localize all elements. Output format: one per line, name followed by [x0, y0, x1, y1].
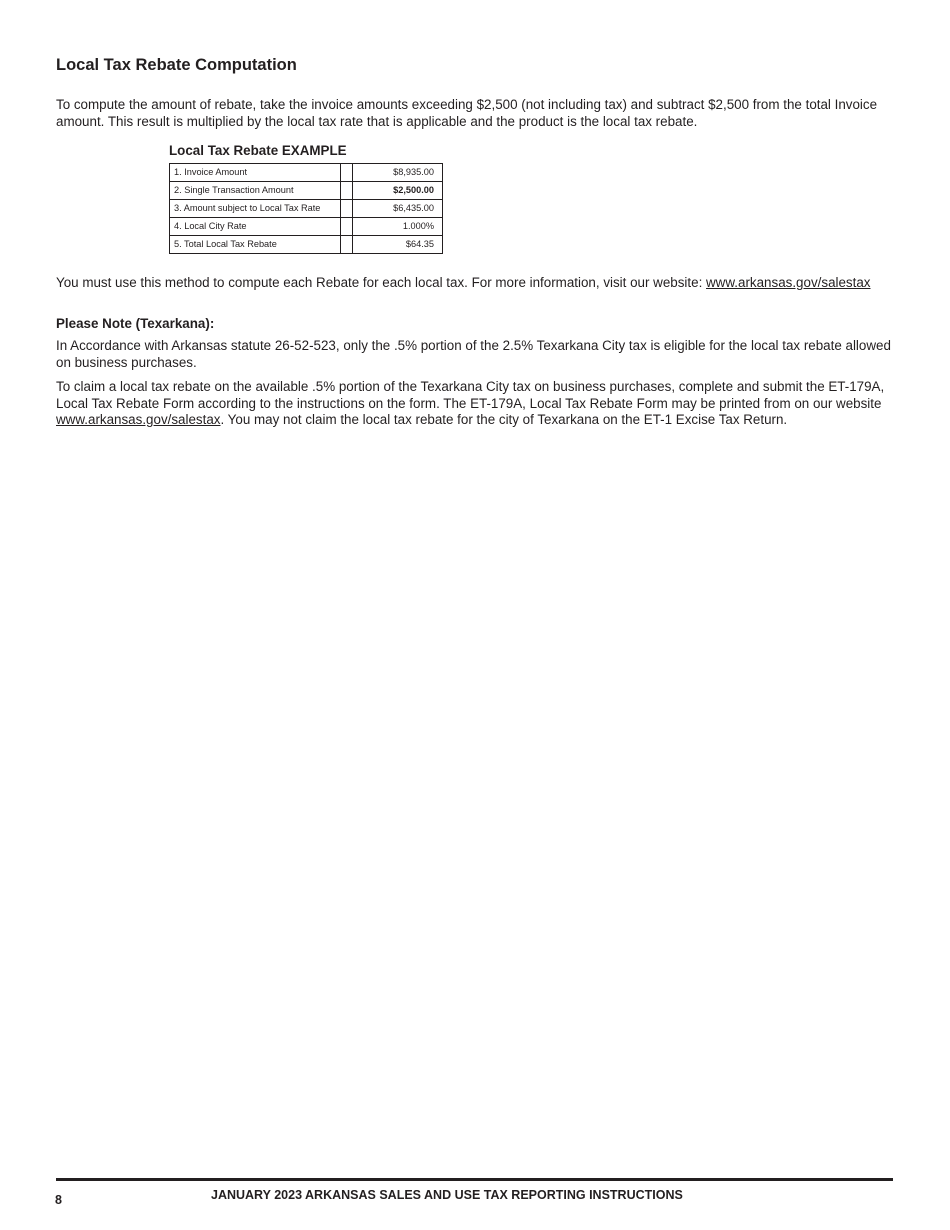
row-spacer	[341, 236, 353, 254]
row-label: 4. Local City Rate	[170, 218, 341, 236]
table-row	[170, 236, 443, 254]
note-heading: Please Note (Texarkana):	[56, 316, 215, 331]
row-label: 3. Amount subject to Local Tax Rate	[170, 200, 341, 218]
note-paragraph-statute: In Accordance with Arkansas statute 26-52-523, only the .5% portion of the 2.5% Texarkana City tax is eligible for the local tax rebate allowed on business purchases.	[56, 338, 891, 370]
rebate-table	[169, 163, 443, 254]
row-value: $64.35	[353, 236, 443, 254]
table-row	[170, 182, 443, 200]
row-value: $2,500.00	[353, 182, 443, 200]
row-value: $6,435.00	[353, 200, 443, 218]
row-value: $8,935.00	[353, 164, 443, 182]
row-label: 1. Invoice Amount	[170, 164, 341, 182]
note-paragraph-claim	[56, 379, 894, 429]
row-label: 2. Single Transaction Amount	[170, 182, 341, 200]
row-spacer	[341, 200, 353, 218]
row-label: 5. Total Local Tax Rebate	[170, 236, 341, 254]
table-row	[170, 200, 443, 218]
intro-paragraph: To compute the amount of rebate, take the invoice amounts exceeding $2,500 (not including tax) and subtract $2,500 from the total Invoice amount. This result is multiplied by the local tax rate that is applicable and the product is the local tax rebate.	[56, 97, 878, 129]
method-text: You must use this method to compute each Rebate for each local tax. For more information, visit our website:	[56, 275, 707, 290]
note-claim-text-end: . You may not claim the local tax rebate for the city of Texarkana on the ET-1 Excise Tax Return.	[220, 412, 788, 427]
footer-rule	[56, 1178, 893, 1181]
table-row	[170, 218, 443, 236]
page-number: 8	[55, 1193, 62, 1207]
row-spacer	[341, 164, 353, 182]
salestax-website-link[interactable]: www.arkansas.gov/salestax	[706, 275, 871, 290]
row-spacer	[341, 182, 353, 200]
table-row	[170, 164, 443, 182]
rebate-example	[169, 143, 443, 254]
footer-title: JANUARY 2023 ARKANSAS SALES AND USE TAX REPORTING INSTRUCTIONS	[211, 1188, 683, 1202]
row-spacer	[341, 218, 353, 236]
method-paragraph	[56, 275, 894, 292]
note-claim-text: To claim a local tax rebate on the available .5% portion of the Texarkana City tax on business purchases, complete and submit the ET-179A, Local Tax Rebate Form according to the instructions on the form. The ET-179A, Local Tax Rebate Form may be printed from on our website	[56, 379, 885, 411]
row-value: 1.000%	[353, 218, 443, 236]
salestax-website-link[interactable]: www.arkansas.gov/salestax	[56, 412, 221, 427]
example-title: Local Tax Rebate EXAMPLE	[169, 143, 347, 158]
section-title: Local Tax Rebate Computation	[56, 56, 297, 74]
